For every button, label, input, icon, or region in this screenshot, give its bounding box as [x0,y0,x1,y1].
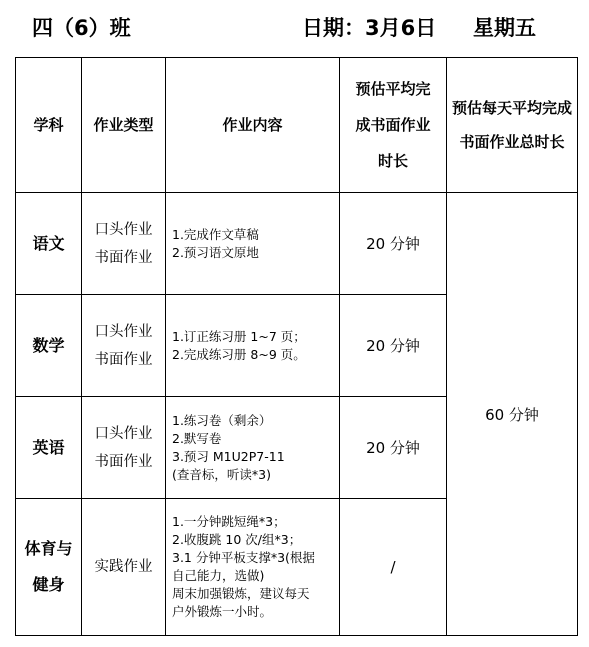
header-estimated-time-line1: 预估平均完 [355,80,431,98]
header-estimated-time [340,58,447,193]
date-label: 日期：3月6日 [302,16,437,40]
content-line: (查音标，听读*3) [172,466,271,482]
content-cell [166,295,340,397]
content-cell [166,193,340,295]
content-line: 2.收腹跳 10 次/组*3； [172,532,302,547]
header-daily-total-line2: 书面作业总时长 [459,133,565,151]
type-line: 口头作业 [94,425,153,442]
homework-table [15,57,578,636]
minutes-cell: 20 分钟 [340,397,447,499]
daily-total-cell: 60 分钟 [447,193,578,636]
header-estimated-time-line2: 成书面作业 [355,116,431,134]
content-line: 自己能力，选做) [172,568,265,583]
subject-line: 健身 [32,575,65,594]
type-cell [82,499,166,636]
header-content: 作业内容 [166,58,340,193]
content-cell [166,397,340,499]
content-line: 1.订正练习册 1~7 页； [172,328,306,344]
header-type: 作业类型 [82,58,166,193]
page-header [0,8,589,44]
type-line: 书面作业 [94,453,153,470]
weekday-label: 星期五 [473,16,536,40]
content-line: 2.完成练习册 8~9 页。 [172,346,306,362]
header-daily-total-line1: 预估每天平均完成 [451,99,572,117]
content-line: 1.练习卷（剩余） [172,412,272,428]
minutes-cell: 20 分钟 [340,295,447,397]
header-row [16,58,578,193]
content-line: 3.1 分钟平板支撑*3(根据 [172,550,315,565]
type-cell [82,397,166,499]
minutes-cell: / [340,499,447,636]
subject-cell [16,499,82,636]
content-line: 周末加强锻炼，建议每天 [172,586,310,601]
content-line: 2.默写卷 [172,430,222,446]
subject-cell: 英语 [16,397,82,499]
type-line: 口头作业 [94,221,153,238]
header-estimated-time-line3: 时长 [377,152,408,170]
header-subject: 学科 [16,58,82,193]
type-line: 书面作业 [94,351,153,368]
content-line: 1.一分钟跳短绳*3； [172,514,286,529]
content-cell [166,499,340,636]
type-line: 书面作业 [94,249,153,266]
class-name: 四（6）班 [32,16,131,40]
subject-cell: 数学 [16,295,82,397]
subject-line: 体育与 [24,539,73,558]
type-line: 口头作业 [94,323,153,340]
type-cell [82,295,166,397]
content-line: 3.预习 M1U2P7-11 [172,448,285,464]
content-line: 户外锻炼一小时。 [172,604,273,619]
subject-cell: 语文 [16,193,82,295]
type-line: 实践作业 [94,559,153,575]
header-daily-total [447,58,578,193]
minutes-cell: 20 分钟 [340,193,447,295]
table-row-chinese [16,193,578,295]
content-line: 2.预习语文原地 [172,244,259,260]
content-line: 1.完成作文草稿 [172,226,259,242]
type-cell [82,193,166,295]
